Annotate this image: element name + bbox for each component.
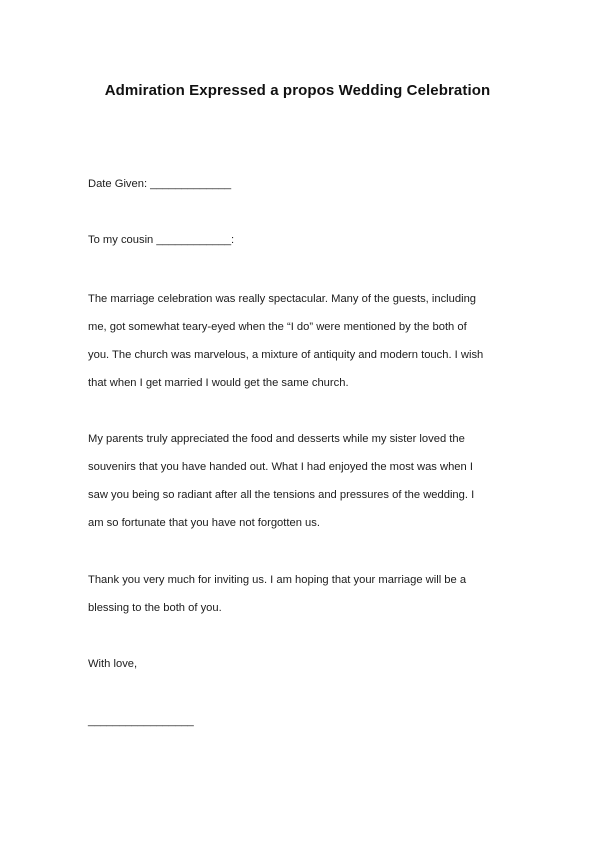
paragraph-line: souvenirs that you have handed out. What I had enjoyed the most was when I <box>88 461 473 473</box>
paragraph-line: My parents truly appreciated the food and desserts while my sister loved the <box>88 433 465 445</box>
paragraph-line: am so fortunate that you have not forgotten us. <box>88 517 320 529</box>
signature-line: _________________ <box>88 715 194 727</box>
paragraph-line: saw you being so radiant after all the tensions and pressures of the wedding. I <box>88 489 475 501</box>
paragraph-line: you. The church was marvelous, a mixture of antiquity and modern touch. I wish <box>88 349 484 361</box>
paragraph-line: that when I get married I would get the same church. <box>88 377 349 389</box>
paragraph-line: Thank you very much for inviting us. I am hoping that your marriage will be a <box>88 574 467 586</box>
date-line: Date Given: _____________ <box>88 178 232 190</box>
paragraph-line: blessing to the both of you. <box>88 602 222 614</box>
salutation-line: To my cousin ____________: <box>88 234 235 246</box>
closing-line: With love, <box>88 658 138 670</box>
paragraph-line: The marriage celebration was really spectacular. Many of the guests, including <box>88 293 477 305</box>
paragraph-line: me, got somewhat teary-eyed when the “I do” were mentioned by the both of <box>88 321 467 333</box>
letter-title: Admiration Expressed a propos Wedding Celebration <box>104 82 491 99</box>
